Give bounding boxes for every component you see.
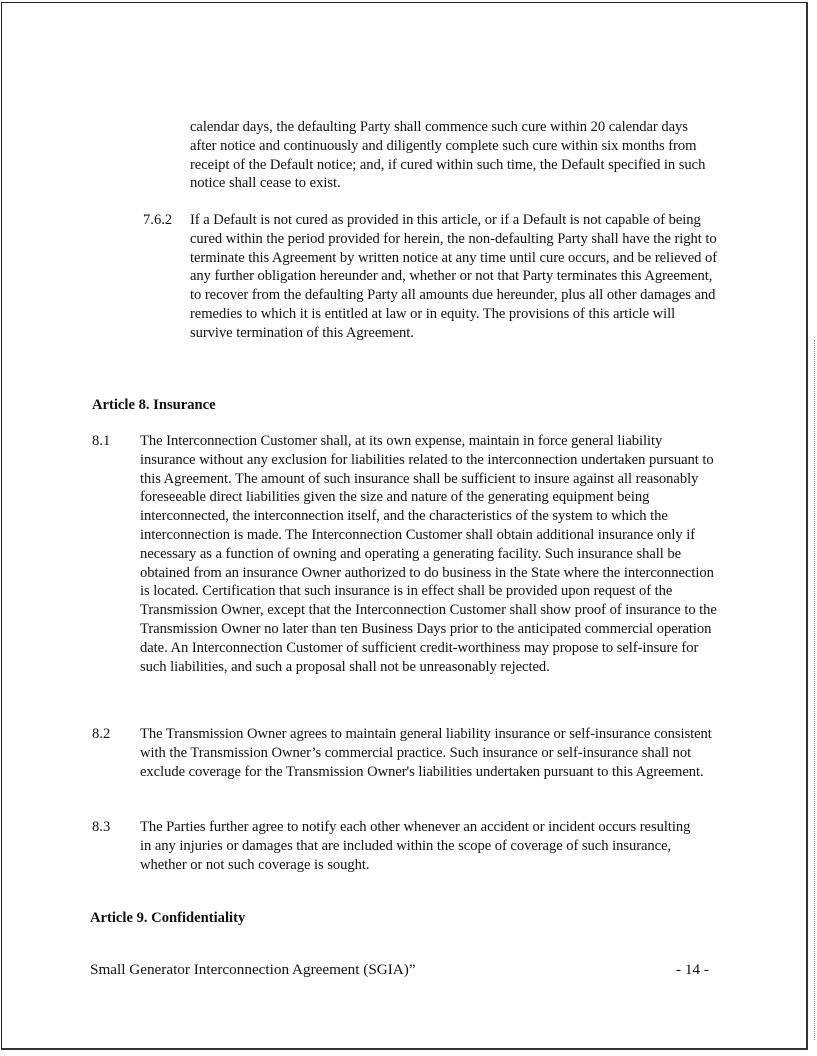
section-number-8-2: 8.2 bbox=[92, 726, 111, 742]
section-8-3-text: The Parties further agree to notify each other whenever an accident or incident occurs resulting in any injuries or damages that are included within the scope of coverage of such insurance, whether or not such coverage is sought. bbox=[140, 819, 691, 873]
section-7-6-2-text: If a Default is not cured as provided in this article, or if a Default is not capable of being cured within the period provided for herein, the non-defaulting Party shall have the right to terminate this Agreement by written notice at any time until cure occurs, and be relieved of any further obligation hereunder and, whether or not that Party terminates this Agreement, to recover from the defaulting Party all amounts due hereunder, plus all other damages and remedies to which it is entitled at law or in equity. The provisions of this article will survive termination of this Agreement. bbox=[190, 212, 718, 341]
section-number-8-1: 8.1 bbox=[92, 433, 111, 449]
section-number-8-3: 8.3 bbox=[92, 819, 111, 835]
section-8-2-text: The Transmission Owner agrees to maintain general liability insurance or self-insurance consistent with the Transmission Owner’s commercial practice. Such insurance or self-insurance shall not exclude coverage for the Transmission Owner's liabilities undertaken pursuant to this Agreement. bbox=[140, 726, 712, 780]
scan-edge-artifact bbox=[812, 340, 815, 1040]
footer-document-title: Small Generator Interconnection Agreement (SGIA)” bbox=[90, 961, 416, 978]
section-8-1-text: The Interconnection Customer shall, at its own expense, maintain in force general liability insurance without any exclusion for liabilities related to the interconnection undertaken pursuant to this Agreement. The amount of such insurance shall be sufficient to insure against all reasonably foreseeable direct liabilities given the size and nature of the generating equipment being interconnected, the interconnection itself, and the characteristics of the system to which the interconnection is made. The Interconnection Customer shall obtain additional insurance only if necessary as a function of owning and operating a generating facility. Such insurance shall be obtained from an insurance Owner authorized to do business in the State where the interconnection is located. Certification that such insurance is in effect shall be provided upon request of the Transmission Owner, except that the Interconnection Customer shall show proof of insurance to the Transmission Owner no later than ten Business Days prior to the anticipated commercial operation date. An Interconnection Customer of sufficient credit-worthiness may propose to self-insure for such liabilities, and such a proposal shall not be unreasonably rejected. bbox=[140, 433, 717, 675]
section-number-7-6-2: 7.6.2 bbox=[143, 212, 173, 228]
footer-page-number: - 14 - bbox=[676, 961, 709, 978]
article-8-heading: Article 8. Insurance bbox=[92, 397, 216, 413]
article-9-heading: Article 9. Confidentiality bbox=[90, 910, 246, 926]
section-7-6-1-continuation: calendar days, the defaulting Party shall commence such cure within 20 calendar days after notice and continuously and diligently complete such cure within six months from receipt of the Default notice; and, if cured within such time, the Default specified in such notice shall cease to exist. bbox=[190, 119, 706, 192]
